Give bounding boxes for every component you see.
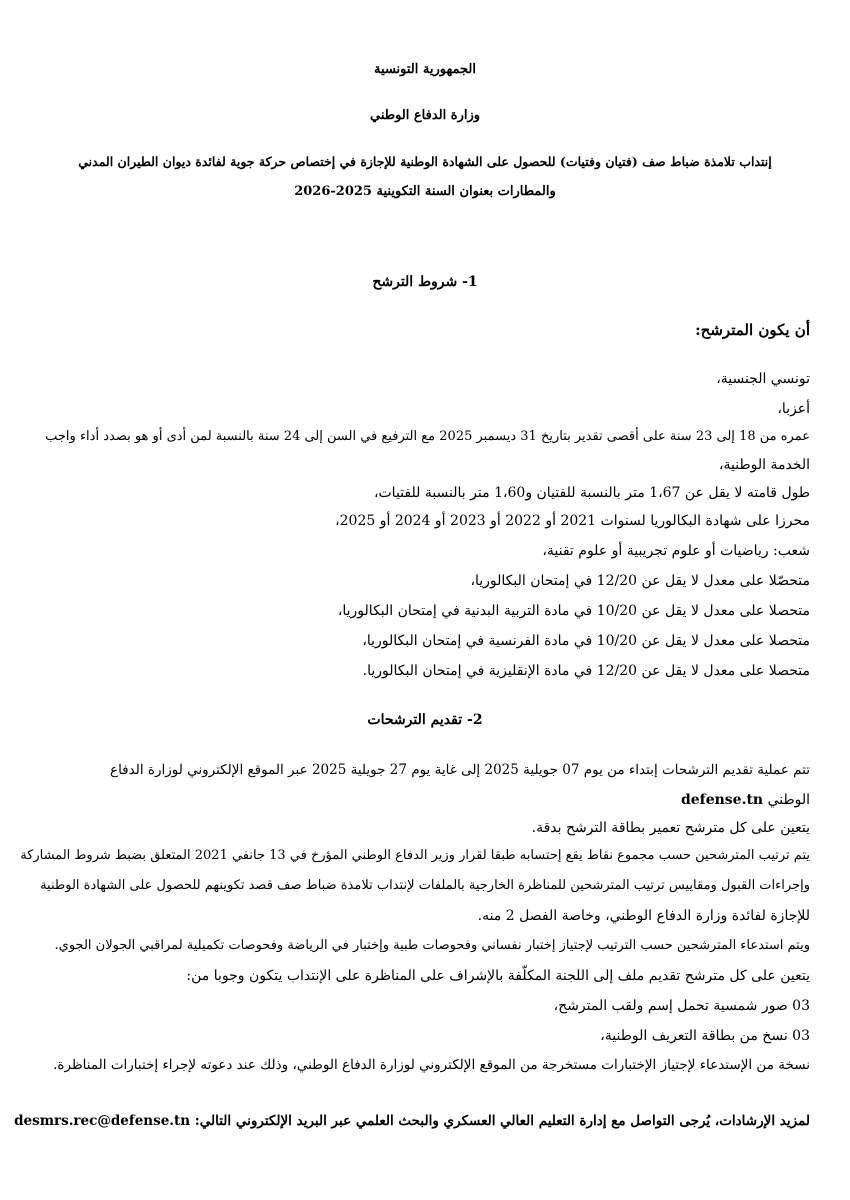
submission-item: نسخة من الإستدعاء لإجتياز الإختبارات مستخرجة من الموقع الإلكتروني لوزارة الدفاع الوطني، وذلك عند دعوته لإجراء إختبارات المناظرة. — [53, 1057, 810, 1073]
submission-item: يتعين على كل مترشح تقديم ملف إلى اللجنة المكلّفة بالإشراف على المناظرة على الإنتداب يتكون وجوبا من: — [186, 968, 810, 984]
condition-item: تونسي الجنسية، — [716, 371, 810, 387]
condition-item: متحصّلا على معدل لا يقل عن 12/20 في إمتحان البكالوريا، — [470, 573, 810, 589]
submission-item: يتعين على كل مترشح تعمير بطاقة الترشح بدقة. — [531, 820, 810, 836]
submission-item: يتم ترتيب المترشحين حسب مجموع نقاط يقع إحتسابه طبقا لقرار وزير الدفاع الوطني المؤرخ في 13 جانفي 2021 المتعلق بضبط شروط المشاركة — [20, 848, 810, 863]
condition-item: متحصلا على معدل لا يقل عن 12/20 في مادة الإنقليزية في إمتحان البكالوريا. — [362, 663, 810, 679]
submission-item: ويتم استدعاء المترشحين حسب الترتيب لإجتياز إختبار نفساني وفحوصات طبية وإختبار في الرياضة وفحوصات تكميلية لمراقبي الجولان الجوي. — [54, 938, 810, 953]
section1-heading: 1- شروط الترشح — [372, 274, 478, 290]
section2-heading: 2- تقديم الترشحات — [367, 712, 483, 728]
submission-site-line — [20, 790, 810, 810]
website-link[interactable]: defense.tn — [680, 792, 764, 808]
submission-item: 03 نسخ من بطاقة التعريف الوطنية، — [600, 1028, 810, 1044]
condition-item: متحصلا على معدل لا يقل عن 10/20 في مادة التربية البدنية في إمتحان البكالوريا، — [337, 603, 810, 619]
submission-site-prefix: الوطني — [767, 792, 810, 808]
submission-period-line: تتم عملية تقديم الترشحات إبتداء من يوم 07 جويلية 2025 إلى غاية يوم 27 جويلية 2025 عبر الموقع الإلكتروني لوزارة الدفاع — [110, 762, 810, 778]
condition-item: طول قامته لا يقل عن 1،67 متر بالنسبة للفتيان و1،60 متر بالنسبة للفتيات، — [373, 485, 810, 501]
condition-item: أعزبا، — [777, 401, 810, 417]
document-title-line1: إنتداب تلامذة ضباط صف (فتيان وفتيات) للحصول على الشهادة الوطنية للإجازة في إختصاص حركة جوية لفائدة ديوان الطيران المدني — [78, 154, 772, 169]
ministry-title: وزارة الدفاع الوطني — [369, 108, 481, 123]
submission-item: للإجازة لفائدة وزارة الدفاع الوطني، وخاصة الفصل 2 منه. — [477, 908, 810, 924]
contact-footer — [14, 1111, 810, 1131]
republic-title: الجمهورية التونسية — [374, 62, 476, 77]
condition-item: شعب: رياضيات أو علوم تجريبية أو علوم تقنية، — [542, 543, 810, 559]
condition-item: عمره من 18 إلى 23 سنة على أقصى تقدير بتاريخ 31 ديسمبر 2025 مع الترفيع في السن إلى 24 سنة بالنسبة لمن أدى أو هو بصدد أداء واجب — [45, 429, 810, 444]
submission-item: وإجراءات القبول ومقاييس ترتيب المترشحين للمناظرة الخارجية بالملفات لإنتداب تلامذة ضباط صف قصد تكوينهم للحصول على الشهادة الوطنية — [40, 878, 810, 893]
contact-email-link[interactable]: desmrs.rec@defense.tn — [14, 1113, 191, 1129]
condition-item: محرزا على شهادة البكالوريا لسنوات 2021 أو 2022 أو 2023 أو 2024 أو 2025، — [335, 513, 810, 529]
contact-text: لمزيد الإرشادات، يُرجى التواصل مع إدارة التعليم العالي العسكري والبحث العلمي عبر البريد الإلكتروني التالي: — [194, 1113, 810, 1129]
section1-intro: أن يكون المترشح: — [695, 321, 810, 339]
condition-item: الخدمة الوطنية، — [719, 457, 810, 473]
submission-item: 03 صور شمسية تحمل إسم ولقب المترشح، — [553, 998, 810, 1014]
condition-item: متحصلا على معدل لا يقل عن 10/20 في مادة الفرنسية في إمتحان البكالوريا، — [362, 633, 810, 649]
document-title-line2: والمطارات بعنوان السنة التكوينية 2025-2026 — [294, 184, 556, 199]
